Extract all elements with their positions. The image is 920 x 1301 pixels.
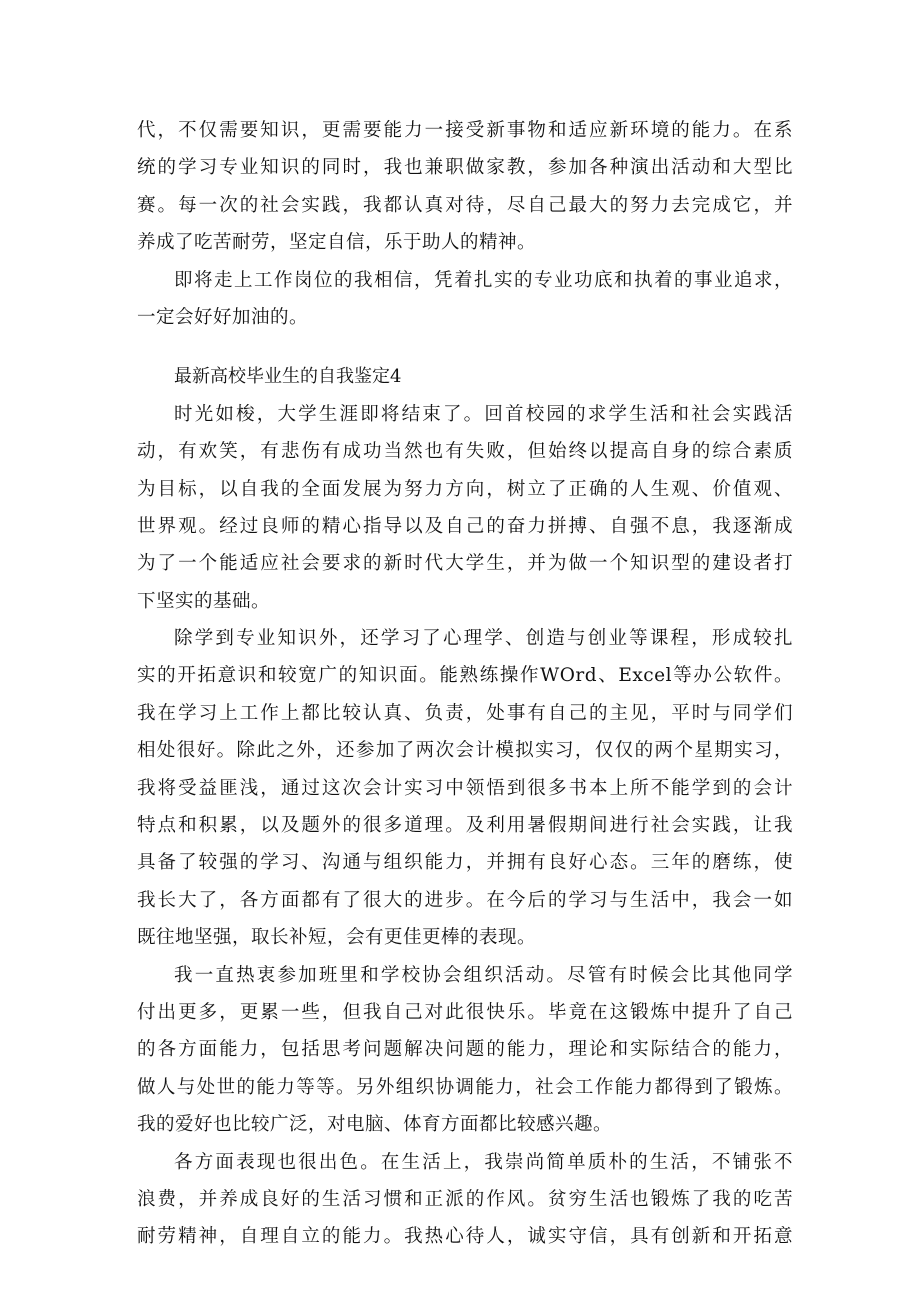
text-line: 即将走上工作岗位的我相信，凭着扎实的专业功底和执着的事业追求， [174, 269, 793, 291]
section-title: 最新高校毕业生的自我鉴定4 [174, 366, 402, 388]
text-line: 相处很好。除此之外，还参加了两次会计模拟实习，仅仅的两个星期实习， [137, 740, 793, 762]
text-line: 统的学习专业知识的同时，我也兼职做家教，参加各种演出活动和大型比 [137, 157, 793, 179]
text-line: 代，不仅需要知识，更需要能力一接受新事物和适应新环境的能力。在系 [137, 120, 793, 141]
text-line: 我在学习上工作上都比较认真、负责，处事有自己的主见，平时与同学们 [137, 702, 793, 724]
text-line: 为目标，以自我的全面发展为努力方向，树立了正确的人生观、价值观、 [137, 478, 793, 500]
text-line: 动，有欢笑，有悲伤有成功当然也有失败，但始终以提高自身的综合素质 [137, 441, 793, 463]
paragraph-1 [137, 396, 793, 620]
text-line: 我长大了，各方面都有了很大的进步。在今后的学习与生活中，我会一如 [137, 889, 793, 911]
text-line: 世界观。经过良师的精心指导以及自己的奋力拼搏、自强不息，我逐渐成 [137, 515, 793, 537]
text-line: 实的开拓意识和较宽广的知识面。能熟练操作WOrd、Excel等办公软件。 [137, 665, 793, 687]
paragraph-closing [137, 262, 793, 337]
text-line: 我将受益匪浅，通过这次会计实习中领悟到很多书本上所不能学到的会计 [137, 777, 793, 799]
section-gap [137, 336, 793, 358]
text-line: 浪费，并养成良好的生活习惯和正派的作风。贫穷生活也锻炼了我的吃苦 [137, 1188, 793, 1210]
text-line: 做人与处世的能力等等。另外组织协调能力，社会工作能力都得到了锻炼。 [137, 1076, 793, 1098]
paragraph-4 [137, 1144, 793, 1256]
text-line: 养成了吃苦耐劳，坚定自信，乐于助人的精神。 [137, 232, 537, 254]
text-line: 耐劳精神，自理自立的能力。我热心待人，诚实守信，具有创新和开拓意 [137, 1226, 793, 1248]
text-line: 具备了较强的学习、沟通与组织能力，并拥有良好心态。三年的磨练，使 [137, 852, 793, 874]
text-line: 既往地坚强，取长补短，会有更佳更棒的表现。 [137, 927, 537, 949]
text-line: 下坚实的基础。 [137, 590, 271, 612]
text-line: 一定会好好加油的。 [137, 306, 309, 328]
paragraph-2 [137, 620, 793, 957]
text-line: 时光如梭，大学生涯即将结束了。回首校园的求学生活和社会实践活 [174, 403, 793, 425]
text-line: 我一直热衷参加班里和学校协会组织活动。尽管有时候会比其他同学 [174, 964, 793, 986]
text-line: 我的爱好也比较广泛，对电脑、体育方面都比较感兴趣。 [137, 1114, 613, 1136]
text-line: 各方面表现也很出色。在生活上，我崇尚简单质朴的生活，不铺张不 [174, 1151, 793, 1173]
paragraph-3 [137, 957, 793, 1144]
text-line: 付出更多，更累一些，但我自己对此很快乐。毕竟在这锻炼中提升了自己 [137, 1001, 793, 1023]
paragraph-continuation [137, 112, 793, 262]
document-page [137, 112, 793, 1256]
text-line: 的各方面能力，包括思考问题解决问题的能力，理论和实际结合的能力， [137, 1039, 793, 1061]
text-line: 赛。每一次的社会实践，我都认真对待，尽自己最大的努力去完成它，并 [137, 194, 793, 216]
text-line: 除学到专业知识外，还学习了心理学、创造与创业等课程，形成较扎 [174, 628, 793, 650]
text-line: 为了一个能适应社会要求的新时代大学生，并为做一个知识型的建设者打 [137, 553, 793, 575]
text-line: 特点和积累，以及题外的很多道理。及利用暑假期间进行社会实践，让我 [137, 815, 793, 837]
